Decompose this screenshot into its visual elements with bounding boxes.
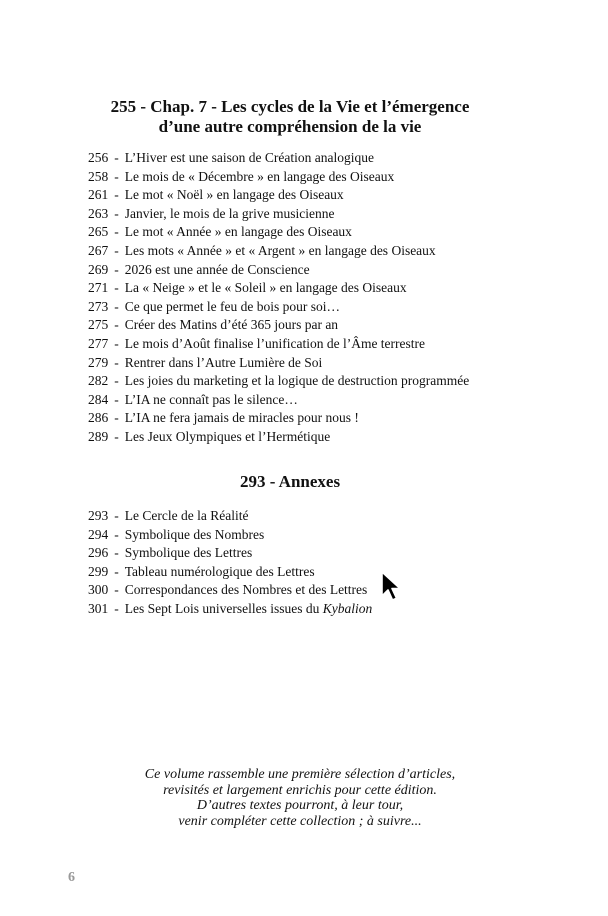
toc-separator: - bbox=[114, 335, 119, 351]
toc-separator: - bbox=[114, 582, 119, 598]
closing-note bbox=[90, 767, 510, 829]
toc-entry-title: L’Hiver est une saison de Création analogique bbox=[124, 150, 374, 165]
toc-page-number: 289 bbox=[88, 428, 109, 444]
toc-entry bbox=[88, 186, 568, 205]
toc-entry-title: Rentrer dans l’Autre Lumière de Soi bbox=[124, 354, 323, 370]
toc-page-number: 294 bbox=[88, 526, 109, 542]
toc-entry bbox=[88, 372, 568, 391]
toc-page-number: 299 bbox=[88, 563, 109, 579]
toc-entry bbox=[88, 316, 568, 335]
toc-entry-title: Les joies du marketing et la logique de destruction programmée bbox=[124, 373, 470, 389]
toc-entry bbox=[88, 242, 568, 261]
toc-separator: - bbox=[114, 187, 119, 203]
toc-entry-title: 2026 est une année de Conscience bbox=[124, 261, 310, 277]
chapter-title-line-2: d’une autre compréhension de la vie bbox=[158, 117, 422, 136]
toc-entry bbox=[88, 279, 568, 298]
toc-entry bbox=[88, 261, 568, 280]
toc-separator: - bbox=[114, 526, 119, 542]
toc-separator: - bbox=[114, 373, 119, 389]
toc-entry bbox=[88, 600, 568, 619]
toc-entry bbox=[88, 563, 568, 582]
closing-line-1: Ce volume rassemble une première sélection d’articles, bbox=[144, 767, 456, 782]
toc-page-number: 293 bbox=[88, 508, 109, 523]
toc-separator: - bbox=[114, 280, 119, 296]
toc-separator: - bbox=[114, 354, 119, 370]
toc-entry-title: Le mois d’Août finalise l’unification de l’Âme terrestre bbox=[124, 335, 426, 351]
toc-separator: - bbox=[114, 317, 119, 333]
toc-entry bbox=[88, 223, 568, 242]
toc-page-number: 279 bbox=[88, 354, 109, 370]
toc-page-number: 256 bbox=[88, 150, 109, 165]
toc-entry-title: Les Sept Lois universelles issues du bbox=[124, 600, 323, 616]
toc-entry-title: Tableau numérologique des Lettres bbox=[124, 563, 315, 579]
toc-entry bbox=[88, 354, 568, 373]
annexes-toc-list bbox=[88, 507, 568, 619]
toc-entry-title: Créer des Matins d’été 365 jours par an bbox=[124, 317, 339, 333]
toc-entry-title: L’IA ne fera jamais de miracles pour nous ! bbox=[124, 410, 359, 426]
toc-page-number: 275 bbox=[88, 317, 109, 333]
toc-separator: - bbox=[114, 545, 119, 561]
toc-page-number: 263 bbox=[88, 205, 109, 221]
toc-separator: - bbox=[114, 563, 119, 579]
annexes-title: 293 - Annexes bbox=[239, 472, 341, 491]
toc-entry bbox=[88, 409, 568, 428]
toc-entry bbox=[88, 544, 568, 563]
toc-page-number: 273 bbox=[88, 298, 109, 314]
toc-entry-title: Le mois de « Décembre » en langage des Oiseaux bbox=[124, 168, 395, 184]
closing-line-2: revisités et largement enrichis pour cette édition. bbox=[163, 782, 437, 798]
toc-page-number: 265 bbox=[88, 224, 109, 240]
toc-entry-title: Le mot « Année » en langage des Oiseaux bbox=[124, 224, 352, 240]
chapter-title bbox=[60, 97, 520, 137]
toc-entry-title: Correspondances des Nombres et des Lettres bbox=[124, 582, 368, 598]
toc-page-number: 284 bbox=[88, 391, 109, 407]
toc-entry-title: Le mot « Noël » en langage des Oiseaux bbox=[124, 187, 344, 203]
arrow-cursor-icon bbox=[380, 570, 402, 604]
toc-entry bbox=[88, 168, 568, 187]
toc-page-number: 261 bbox=[88, 187, 109, 203]
toc-page-number: 258 bbox=[88, 168, 109, 184]
toc-page-number: 267 bbox=[88, 242, 109, 258]
closing-line-4: venir compléter cette collection ; à suivre... bbox=[178, 813, 422, 829]
chapter-toc-list bbox=[88, 149, 568, 447]
toc-entry bbox=[88, 428, 568, 447]
toc-entry bbox=[88, 335, 568, 354]
toc-separator: - bbox=[114, 168, 119, 184]
toc-page-number: 300 bbox=[88, 582, 109, 598]
toc-entry bbox=[88, 507, 568, 526]
toc-separator: - bbox=[114, 391, 119, 407]
toc-separator: - bbox=[114, 261, 119, 277]
toc-separator: - bbox=[114, 150, 119, 165]
toc-entry bbox=[88, 205, 568, 224]
toc-entry bbox=[88, 581, 568, 600]
toc-entry bbox=[88, 298, 568, 317]
toc-entry-title: L’IA ne connaît pas le silence… bbox=[124, 391, 298, 407]
toc-page-number: 301 bbox=[88, 600, 109, 616]
toc-separator: - bbox=[114, 242, 119, 258]
toc-entry-title: Symbolique des Nombres bbox=[124, 526, 265, 542]
toc-entry-title: Ce que permet le feu de bois pour soi… bbox=[124, 298, 340, 314]
toc-separator: - bbox=[114, 298, 119, 314]
toc-entry-title: Janvier, le mois de la grive musicienne bbox=[124, 205, 335, 221]
chapter-title-line-1: 255 - Chap. 7 - Les cycles de la Vie et l’émergence bbox=[110, 97, 470, 116]
toc-page-number: 296 bbox=[88, 545, 109, 561]
toc-page-number: 271 bbox=[88, 280, 109, 296]
toc-page-number: 277 bbox=[88, 335, 109, 351]
toc-entry-title: La « Neige » et le « Soleil » en langage des Oiseaux bbox=[124, 280, 407, 296]
toc-entry-title: Les mots « Année » et « Argent » en langage des Oiseaux bbox=[124, 242, 436, 258]
page-number: 6 bbox=[68, 870, 75, 885]
toc-separator: - bbox=[114, 508, 119, 523]
closing-line-3: D’autres textes pourront, à leur tour, bbox=[196, 798, 404, 813]
toc-entry-italic-title: Kybalion bbox=[322, 600, 373, 616]
toc-page-number: 282 bbox=[88, 373, 109, 389]
toc-entry bbox=[88, 526, 568, 545]
toc-page-number: 269 bbox=[88, 261, 109, 277]
toc-entry-title: Les Jeux Olympiques et l’Hermétique bbox=[124, 428, 331, 444]
toc-separator: - bbox=[114, 410, 119, 426]
toc-entry-title: Symbolique des Lettres bbox=[124, 545, 253, 561]
toc-page-number: 286 bbox=[88, 410, 109, 426]
toc-separator: - bbox=[114, 224, 119, 240]
toc-separator: - bbox=[114, 428, 119, 444]
toc-separator: - bbox=[114, 600, 119, 616]
toc-entry bbox=[88, 149, 568, 168]
toc-entry bbox=[88, 391, 568, 410]
toc-entry-title: Le Cercle de la Réalité bbox=[124, 508, 249, 523]
toc-separator: - bbox=[114, 205, 119, 221]
